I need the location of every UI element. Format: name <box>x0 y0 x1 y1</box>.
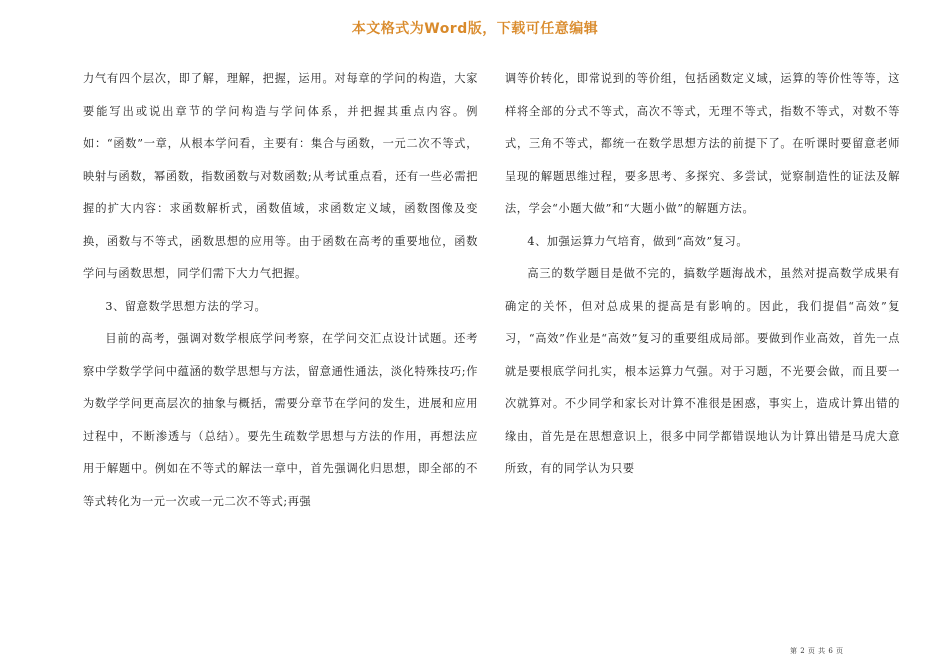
section-heading: 3、留意数学思想方法的学习。 <box>105 299 267 313</box>
paragraph: 目前的高考，强调对数学根底学问考察，在学问交汇点设计试题。还考察中学数学学问中蕴涵的数学思想与方法，留意通性通法，淡化特殊技巧;作为数学学问更高层次的抽象与概括，需要分章节在学问的发生，进展和应用过程中，不断渗透与（总结）。要先生疏数学思想与方法的作用，再想法应用于解题中。例如在不等式的解法一章中，首先强调化归思想，即全部的不等式转化为一元一次或一元二次不等式;再强 <box>83 332 478 508</box>
page-number: 第 2 页 共 6 页 <box>790 647 844 655</box>
paragraph: 力气有四个层次，即了解，理解，把握，运用。对每章的学问的构造，大家要能写出或说出章节的学问构造与学问体系，并把握其重点内容。例如：“函数”一章，从根本学问看，主要有：集合与函数，一元二次不等式，映射与函数，幂函数，指数函数与对数函数;从考试重点看，还有一些必需把握的扩大内容：求函数解析式，函数值域，求函数定义域，函数图像及变换，函数与不等式，函数思想的应用等。由于函数在高考的重要地位，函数学问与函数思想，同学们需下大力气把握。 <box>83 72 478 280</box>
section-heading: 4、加强运算力气培育，做到“高效”复习。 <box>527 234 749 248</box>
right-text-column <box>505 63 900 486</box>
paragraph: 高三的数学题目是做不完的，搞数学题海战术，虽然对提高数学成果有确定的关怀，但对总成果的提高是有影响的。因此，我们提倡“高效”复习，“高效”作业是“高效”复习的重要组成局部。要做到作业高效，首先一点就是要根底学问扎实，根本运算力气强。对于习题，不光要会做，而且要一次就算对。不少同学和家长对计算不准很是困惑，事实上，造成计算出错的缘由，首先是在思想意识上，很多中同学都错误地认为计算出错是马虎大意所致，有的同学认为只要 <box>505 267 900 475</box>
paragraph: 调等价转化，即常说到的等价组，包括函数定义域，运算的等价性等等，这样将全部的分式不等式，高次不等式，无理不等式，指数不等式，对数不等式，三角不等式，都统一在数学思想方法的前提下了。在听课时要留意老师呈现的解题思维过程，要多思考、多探究、多尝试，觉察制造性的证法及解法，学会“小题大做”和“大题小做”的解题方法。 <box>505 72 900 215</box>
left-text-column <box>83 63 478 518</box>
document-banner: 本文格式为Word版，下载可任意编辑 <box>351 21 599 37</box>
